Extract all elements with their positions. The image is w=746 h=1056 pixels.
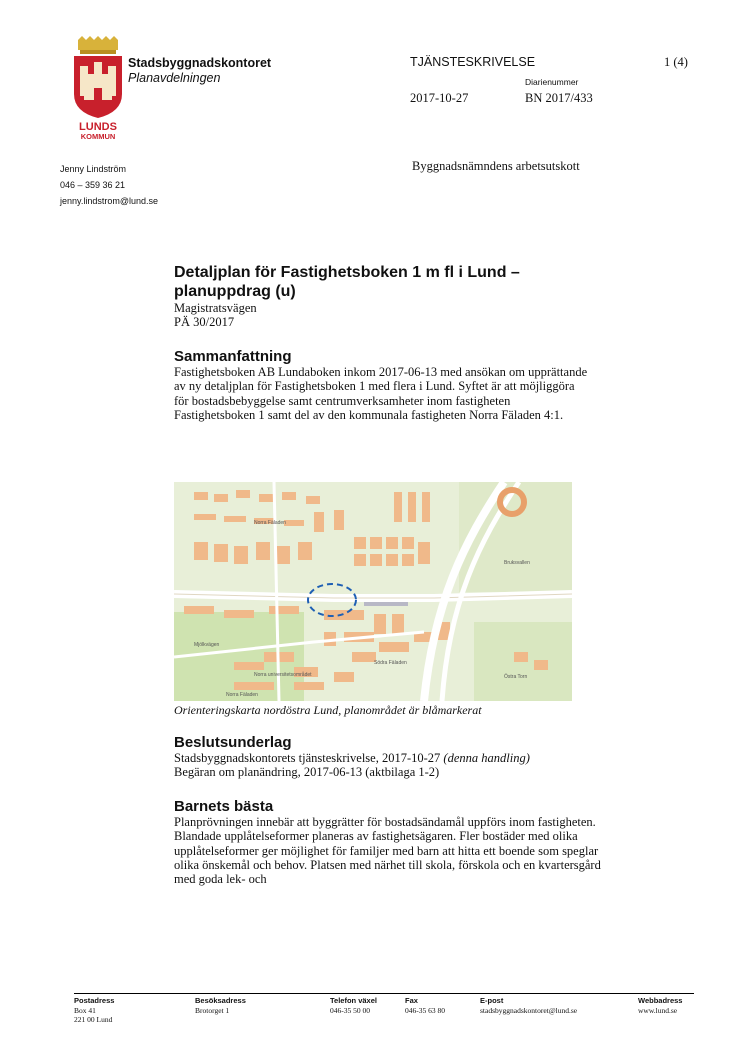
logo-text-1: LUNDS [79, 121, 117, 133]
diarie-number: BN 2017/433 [525, 91, 593, 105]
orientation-map [174, 482, 572, 701]
department: Planavdelningen [128, 71, 221, 85]
footer-value: 046-35 63 80 [405, 1005, 445, 1015]
footer-value: Brotorget 1 [195, 1005, 230, 1015]
footer-label: Webbadress [638, 996, 683, 1005]
footer-fax [405, 996, 445, 1015]
contact-name: Jenny Lindström [60, 164, 127, 174]
footer-value: 046-35 50 00 [330, 1005, 370, 1015]
footer-value: Box 41 [74, 1005, 96, 1015]
footer-visit [195, 996, 246, 1015]
map-label: Norra Fäladen [254, 520, 286, 526]
summary-heading: Sammanfattning [174, 348, 292, 365]
page-number: 1 (4) [664, 55, 688, 69]
lunds-kommun-logo [72, 36, 124, 140]
contact-block [60, 161, 158, 209]
map-label: Mjölkvägen [194, 642, 220, 648]
main-content [174, 263, 594, 423]
organization-block [128, 56, 271, 86]
summary-text: Fastighetsboken AB Lundaboken inkom 2017-06-13 med ansökan om upprättande av ny detaljplan för Fastighetsboken 1 med flera i Lund. Syftet är att möjliggöra för bostadsbebyggelse samt centrumverksamheter inom fastigheten Fastighetsboken 1 samt del av den kommunala fastigheten Norra Fäladen 4:1. [174, 365, 588, 423]
map-caption: Orienteringskarta nordöstra Lund, planområdet är blåmarkerat [174, 703, 482, 717]
footer-value: 221 00 Lund [74, 1015, 113, 1024]
map-label: Norra universitetsområdet [254, 672, 312, 678]
diarie-label: Diarienummer [525, 77, 579, 87]
subtitle-street: Magistratsvägen [174, 301, 257, 315]
contact-phone: 046 – 359 36 21 [60, 180, 126, 190]
basis-line-1-note: (denna handling) [443, 751, 530, 765]
footer-email [480, 996, 577, 1015]
map-label: Bruksvallen [504, 560, 530, 566]
footer-web [638, 996, 682, 1015]
doc-type: TJÄNSTESKRIVELSE [410, 55, 536, 69]
footer-divider [74, 993, 694, 994]
footer-label: E-post [480, 996, 504, 1005]
footer-label: Postadress [74, 996, 115, 1005]
doc-date: 2017-10-27 [410, 91, 469, 105]
logo-text-2: KOMMUN [80, 132, 116, 140]
footer-phone [330, 996, 377, 1015]
basis-line-1: Stadsbyggnadskontorets tjänsteskrivelse, 2017-10-27 [174, 751, 441, 765]
basis-heading: Beslutsunderlag [174, 734, 292, 751]
org-name: Stadsbyggnadskontoret [128, 56, 272, 70]
map-label: Södra Fäladen [374, 660, 407, 666]
map-label: Östra Torn [504, 674, 528, 680]
footer-value: stadsbyggnadskontoret@lund.se [480, 1005, 578, 1015]
footer-postal [74, 996, 114, 1025]
recipient: Byggnadsnämndens arbetsutskott [412, 159, 580, 173]
basis-line-2: Begäran om planändring, 2017-06-13 (aktbilaga 1-2) [174, 765, 440, 780]
child-text: Planprövningen innebär att byggrätter för bostadsändamål uppförs inom fastigheten. Blandade upplåtelseformer planeras av fastighetsägaren. Fler bostäder med olika upplåtelseformer ger möjlighet för familjer med barn att hitta ett boende som speglar olika önskemål och behov. Platsen med närhet till skola, förskola och en kvartersgård med goda lek- och [174, 814, 601, 887]
contact-email: jenny.lindstrom@lund.se [60, 196, 159, 206]
subtitle-ref: PÄ 30/2017 [174, 315, 235, 329]
footer-value: www.lund.se [638, 1005, 678, 1015]
lower-content [174, 734, 601, 887]
footer-label: Fax [405, 996, 418, 1005]
footer-label: Besöksadress [195, 996, 246, 1005]
map-label: Norra Fäladen [226, 692, 258, 698]
child-heading: Barnets bästa [174, 797, 274, 815]
footer-label: Telefon växel [330, 996, 377, 1005]
document-title: Detaljplan för Fastighetsboken 1 m fl i Lund – planuppdrag (u) [174, 264, 520, 300]
